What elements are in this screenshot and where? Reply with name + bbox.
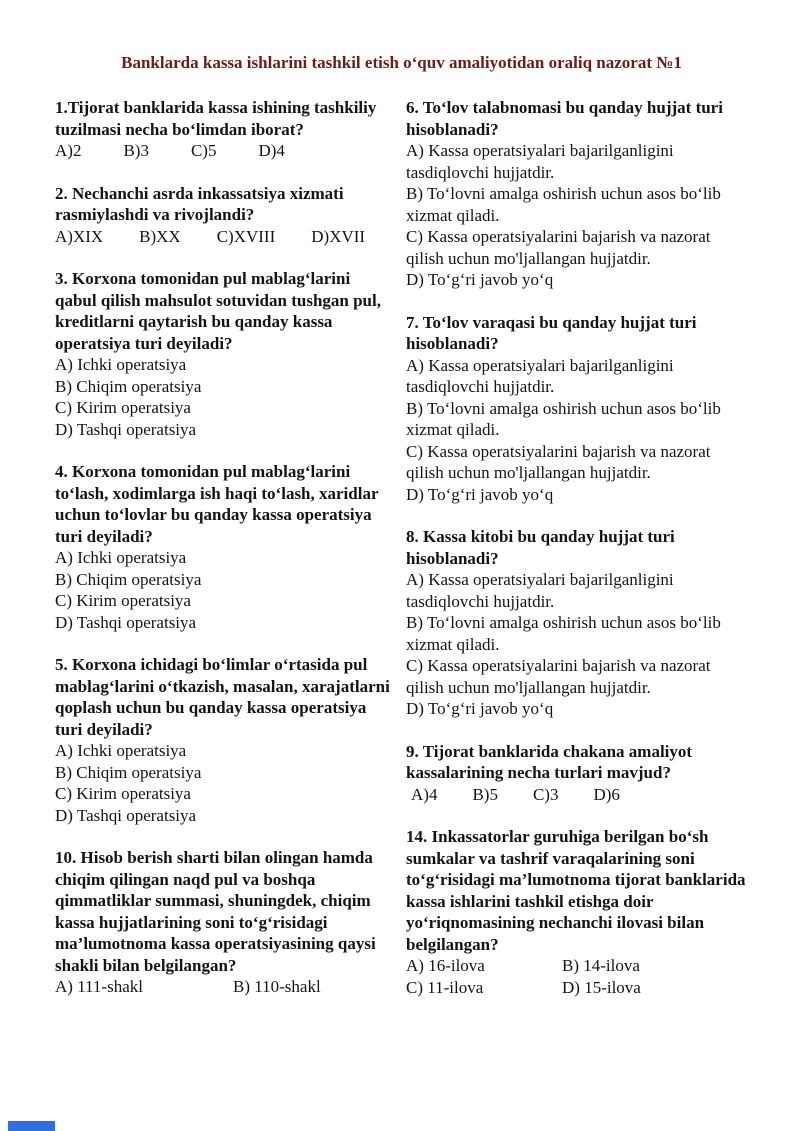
option-b: B)5	[472, 784, 498, 804]
question-14-text: 14. Inkassatorlar guruhiga berilgan bo‘sh sumkalar va tashrif varaqalarining soni to‘g‘risidagi ma’lumotnoma tijorat banklarida kassa ishlarini tashkil etishga doir yo‘riqnomasining nechanchi ilovasi bilan belgilangan?	[406, 827, 746, 954]
option-a: A) Ichki operatsiya	[55, 355, 187, 374]
question-5-text: 5. Korxona ichidagi bo‘limlar o‘rtasida pul mablag‘larini o‘tkazish, masalan, xarajatlarni qoplash uchun bu qanday kassa operatsiya turi deyiladi?	[55, 655, 390, 739]
two-column-layout	[55, 97, 748, 1019]
left-column	[55, 97, 395, 1019]
option-c: C) 11-ilova	[406, 977, 484, 997]
option-d: D)6	[593, 784, 620, 804]
option-a: A)2	[55, 141, 82, 160]
page-title: Banklarda kassa ishlarini tashkil etish o‘quv amaliyotidan oraliq nazorat №1	[121, 53, 682, 72]
option-a: A) Kassa operatsiyalari bajarilganligini tasdiqlovchi hujjatdir.	[406, 355, 674, 396]
question-5-options	[55, 740, 395, 826]
option-a: A)4	[411, 784, 438, 804]
option-a: A) Ichki operatsiya	[55, 741, 187, 760]
question-9	[406, 741, 748, 806]
option-b: B) To‘lovni amalga oshirish uchun asos bo‘lib xizmat qiladi.	[406, 184, 721, 225]
question-6-options	[406, 140, 748, 291]
question-2	[55, 183, 395, 248]
question-1-text: 1.Tijorat banklarida kassa ishining tashkiliy tuzilmasi necha bo‘limdan iborat?	[55, 98, 377, 139]
question-1-options	[55, 140, 395, 162]
option-d: D) To‘g‘ri javob yo‘q	[406, 699, 554, 718]
option-c: C)3	[532, 784, 559, 804]
question-1	[55, 97, 395, 162]
right-column	[406, 97, 748, 1019]
option-c: C) Kassa operatsiyalarini bajarish va nazorat qilish uchun mo'ljallangan hujjatdir.	[406, 227, 711, 268]
option-b: B) 110-shakl	[233, 977, 321, 996]
option-d: D) 15-ilova	[562, 977, 641, 997]
question-4-options	[55, 547, 395, 633]
option-c: C)XVIII	[216, 226, 276, 246]
option-a: A) Ichki operatsiya	[55, 548, 187, 567]
option-d: D)4	[258, 141, 285, 160]
option-d: D) Tashqi operatsiya	[55, 805, 197, 825]
question-3	[55, 268, 395, 440]
option-b: B) To‘lovni amalga oshirish uchun asos bo‘lib xizmat qiladi.	[406, 613, 721, 654]
option-c: C) Kirim operatsiya	[55, 784, 191, 803]
question-14-options	[406, 955, 748, 998]
option-b: B) 14-ilova	[562, 956, 640, 975]
option-a: A) 16-ilova	[406, 956, 485, 975]
question-7	[406, 312, 748, 506]
option-a: A) 111-shakl	[55, 977, 143, 996]
option-b: B) Chiqim operatsiya	[55, 376, 202, 396]
question-9-text: 9. Tijorat banklarida chakana amaliyot kassalarining necha turlari mavjud?	[406, 741, 693, 782]
option-b: B)3	[123, 141, 149, 160]
question-6	[406, 97, 748, 291]
question-7-options	[406, 355, 748, 506]
option-c: C)5	[190, 141, 217, 160]
option-c: C) Kassa operatsiyalarini bajarish va nazorat qilish uchun mo'ljallangan hujjatdir.	[406, 441, 711, 482]
question-10-text: 10. Hisob berish sharti bilan olingan hamda chiqim qilingan naqd pul va boshqa qimmatliklar summasi, shuningdek, chiqim kassa hujjatlarining soni to‘g‘risidagi ma’lumotnoma kassa operatsiyasining qaysi shakli bilan belgilangan?	[55, 848, 376, 975]
question-10	[55, 847, 395, 998]
option-d: D) Tashqi operatsiya	[55, 419, 197, 439]
option-b: B) To‘lovni amalga oshirish uchun asos bo‘lib xizmat qiladi.	[406, 398, 721, 439]
option-d: D)XVII	[311, 226, 366, 246]
question-4	[55, 461, 395, 633]
question-7-text: 7. To‘lov varaqasi bu qanday hujjat turi hisoblanadi?	[406, 312, 697, 353]
question-5	[55, 654, 395, 826]
option-d: D) To‘g‘ri javob yo‘q	[406, 270, 554, 289]
option-a: A) Kassa operatsiyalari bajarilganligini tasdiqlovchi hujjatdir.	[406, 570, 674, 611]
option-a: A)XIX	[55, 226, 104, 246]
option-d: D) Tashqi operatsiya	[55, 612, 197, 632]
footer-blue-mark	[8, 1121, 55, 1131]
question-6-text: 6. To‘lov talabnomasi bu qanday hujjat turi hisoblanadi?	[406, 98, 723, 139]
option-c: C) Kirim operatsiya	[55, 398, 191, 417]
option-b: B) Chiqim operatsiya	[55, 762, 202, 782]
question-10-options	[55, 976, 395, 998]
option-c: C) Kirim operatsiya	[55, 591, 191, 610]
question-3-options	[55, 354, 395, 440]
question-9-options	[406, 784, 748, 806]
option-a: A) Kassa operatsiyalari bajarilganligini tasdiqlovchi hujjatdir.	[406, 141, 674, 182]
question-8	[406, 526, 748, 720]
question-14	[406, 826, 748, 998]
option-d: D) To‘g‘ri javob yo‘q	[406, 484, 554, 504]
option-c: C) Kassa operatsiyalarini bajarish va nazorat qilish uchun mo'ljallangan hujjatdir.	[406, 656, 711, 697]
question-2-options	[55, 226, 395, 248]
question-3-text: 3. Korxona tomonidan pul mablag‘larini qabul qilish mahsulot sotuvidan tushgan pul, kreditlarni qaytarish bu qanday kassa operatsiya turi deyiladi?	[55, 269, 381, 353]
option-b: B) Chiqim operatsiya	[55, 569, 202, 589]
question-8-text: 8. Kassa kitobi bu qanday hujjat turi hisoblanadi?	[406, 527, 675, 568]
option-b: B)XX	[139, 226, 181, 246]
question-8-options	[406, 569, 748, 720]
question-2-text: 2. Nechanchi asrda inkassatsiya xizmati rasmiylashdi va rivojlandi?	[55, 183, 344, 224]
question-4-text: 4. Korxona tomonidan pul mablag‘larini to‘lash, xodimlarga ish haqi to‘lash, xaridlar uchun to‘lovlar bu qanday kassa operatsiya turi deyiladi?	[55, 462, 379, 546]
